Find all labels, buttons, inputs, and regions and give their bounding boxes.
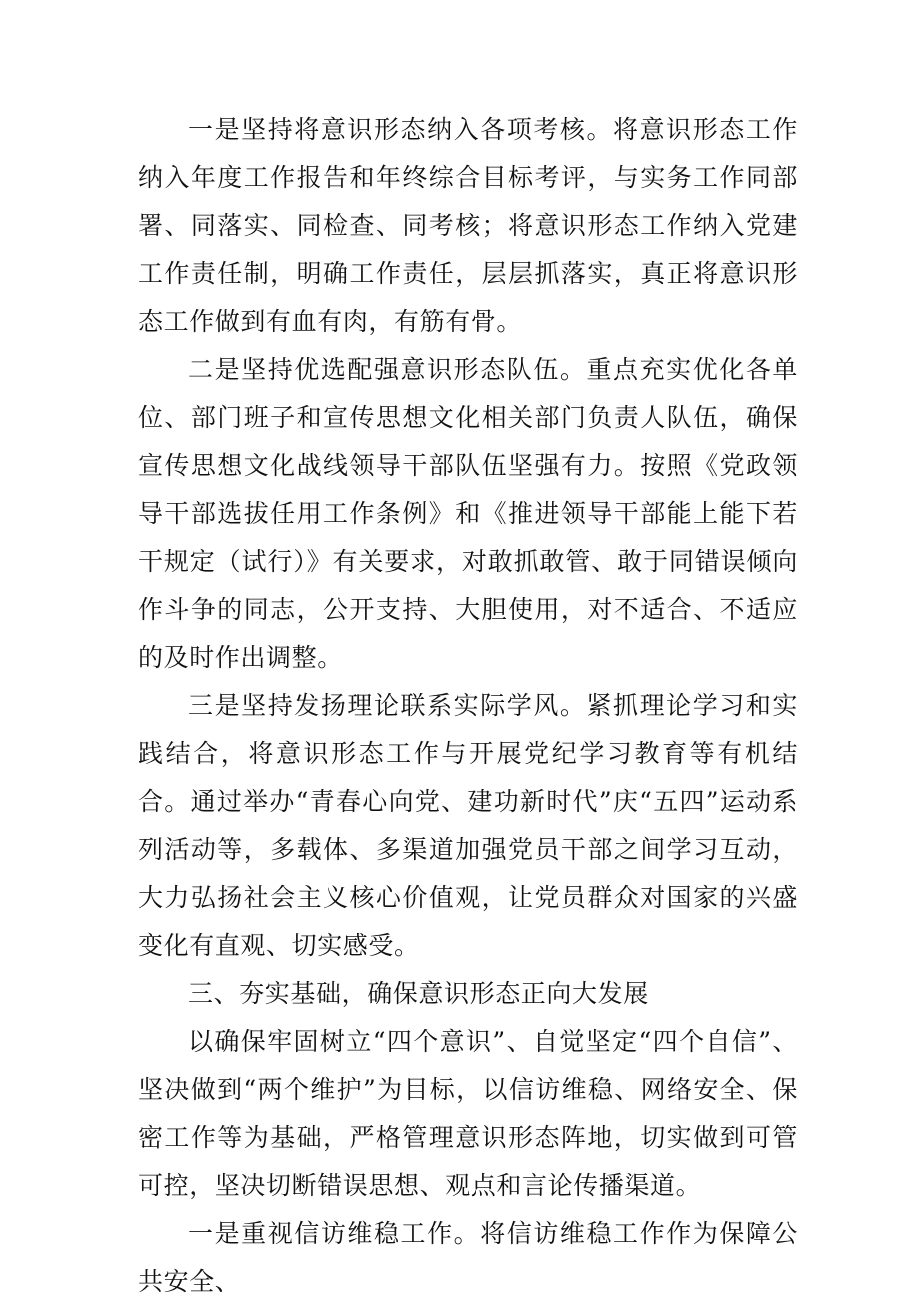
section-heading: 三、夯实基础，确保意识形态正向大发展 <box>188 979 649 1008</box>
paragraph-foundation: 以确保牢固树立“四个意识”、自觉坚定“四个自信”、坚决做到“两个维护”为目标，以信访维稳、网络安全、保密工作等为基础，严格管理意识形态阵地，切实做到可管可控，坚决切断错误思想、观点和言论传播渠道。 <box>138 1027 798 1200</box>
paragraph-study-style: 三是坚持发扬理论联系实际学风。紧抓理论学习和实践结合，将意识形态工作与开展党纪学习教育等有机结合。通过举办“青春心向党、建功新时代”庆“五四”运动系列活动等，多载体、多渠道加强党员干部之间学习互动，大力弘扬社会主义核心价值观，让党员群众对国家的兴盛变化有直观、切实感受。 <box>138 691 798 960</box>
paragraph-assessment: 一是坚持将意识形态纳入各项考核。将意识形态工作纳入年度工作报告和年终综合目标考评，与实务工作同部署、同落实、同检查、同考核；将意识形态工作纳入党建工作责任制，明确工作责任，层层抓落实，真正将意识形态工作做到有血有肉，有筋有骨。 <box>138 115 798 336</box>
paragraph-team: 二是坚持优选配强意识形态队伍。重点充实优化各单位、部门班子和宣传思想文化相关部门负责人队伍，确保宣传思想文化战线领导干部队伍坚强有力。按照《党政领导干部选拔任用工作条例》和《推进领导干部能上能下若干规定（试行）》有关要求，对敢抓敢管、敢于同错误倾向作斗争的同志，公开支持、大胆使用，对不适合、不适应的及时作出调整。 <box>138 355 798 672</box>
document-body <box>138 106 798 1306</box>
paragraph-petition: 一是重视信访维稳工作。将信访维稳工作作为保障公共安全、 <box>138 1219 798 1296</box>
